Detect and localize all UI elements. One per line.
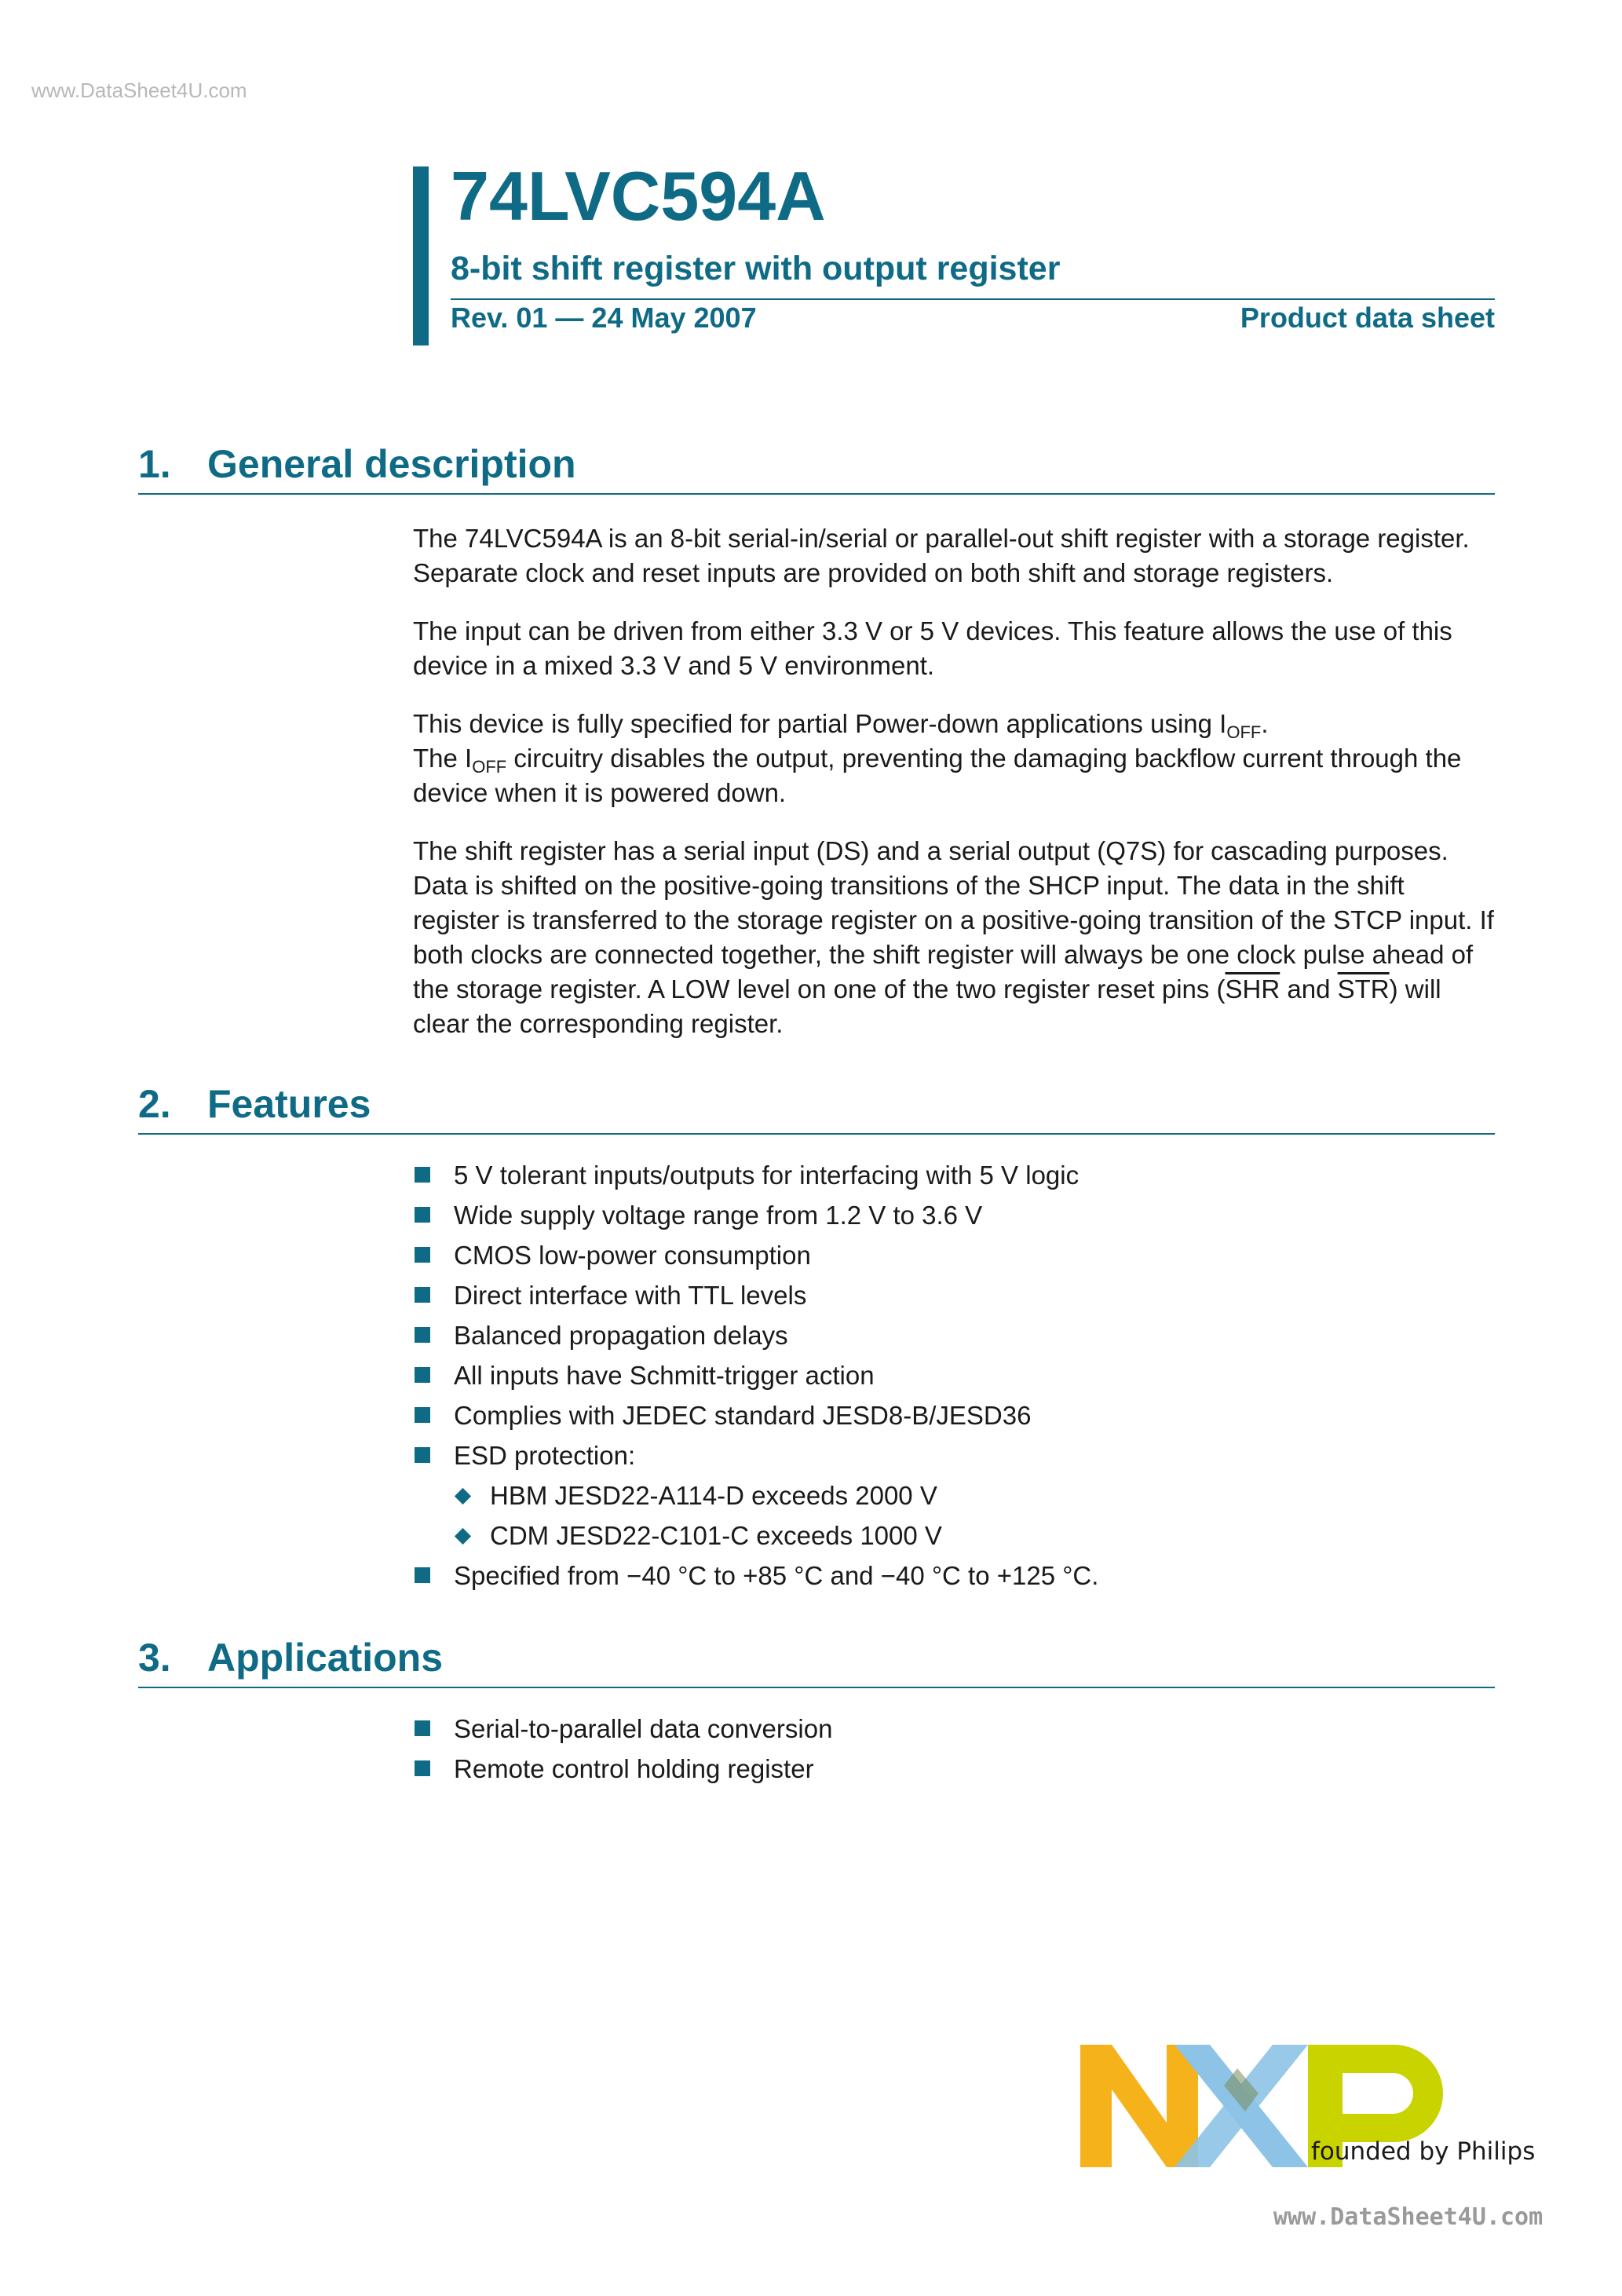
section-body	[413, 1155, 1496, 1596]
square-bullet-icon	[415, 1407, 430, 1423]
title-divider	[451, 298, 1495, 300]
section-number: 1.	[138, 442, 171, 486]
revision-info: Rev. 01 — 24 May 2007	[451, 302, 757, 334]
section-number: 2.	[138, 1082, 171, 1126]
list-item: Complies with JEDEC standard JESD8-B/JESD36	[413, 1395, 1496, 1435]
signal-shr: $\overline{SHR}$	[1225, 974, 1280, 1004]
diamond-bullet-icon	[455, 1488, 471, 1504]
square-bullet-icon	[415, 1247, 430, 1263]
application-list	[413, 1709, 1496, 1789]
section-body	[413, 521, 1496, 1041]
section-title: Applications	[207, 1636, 444, 1680]
section-title: General description	[207, 442, 576, 486]
document-type: Product data sheet	[1240, 302, 1495, 334]
square-bullet-icon	[415, 1207, 430, 1223]
text-run: The I	[413, 744, 473, 773]
paragraph	[413, 834, 1496, 1041]
list-item: Specified from −40 °C to +85 °C and −40 °C to +125 °C.	[413, 1556, 1496, 1596]
square-bullet-icon	[415, 1167, 430, 1183]
list-item: Serial-to-parallel data conversion	[413, 1709, 1496, 1749]
list-item: Remote control holding register	[413, 1749, 1496, 1789]
document-subtitle: 8-bit shift register with output register	[451, 250, 1061, 287]
section-title: Features	[207, 1082, 371, 1126]
square-bullet-icon	[415, 1567, 430, 1583]
square-bullet-icon	[415, 1760, 430, 1776]
list-item: Wide supply voltage range from 1.2 V to 3.6 V	[413, 1195, 1496, 1235]
section-features	[138, 1084, 1495, 1596]
section-applications	[138, 1638, 1495, 1789]
subscript: OFF	[472, 757, 507, 777]
text-run: and	[1280, 974, 1338, 1004]
section-heading	[138, 444, 1495, 495]
signal-str: $\overline{STR}$	[1337, 974, 1390, 1004]
paragraph: The 74LVC594A is an 8-bit serial-in/serial or parallel-out shift register with a storage register. Separate clock and reset inputs are provided on both shift and storage registers.	[413, 524, 1470, 587]
list-item: ESD protection:	[413, 1435, 1496, 1475]
square-bullet-icon	[415, 1287, 430, 1303]
watermark-top: www.DataSheet4U.com	[31, 79, 247, 102]
square-bullet-icon	[415, 1327, 430, 1343]
logo-letter-n	[1080, 2045, 1198, 2167]
list-item: CMOS low-power consumption	[413, 1235, 1496, 1275]
diamond-bullet-icon	[455, 1528, 471, 1545]
paragraph: The input can be driven from either 3.3 V or 5 V devices. This feature allows the use of this device in a mixed 3.3 V and 5 V environment.	[413, 616, 1452, 680]
paragraph	[413, 707, 1496, 810]
sub-list-item: CDM JESD22-C101-C exceeds 1000 V	[413, 1515, 1496, 1556]
square-bullet-icon	[415, 1447, 430, 1463]
watermark-bottom: www.DataSheet4U.com	[1273, 2203, 1543, 2231]
section-heading	[138, 1638, 1495, 1688]
list-item: 5 V tolerant inputs/outputs for interfacing with 5 V logic	[413, 1155, 1496, 1195]
feature-list	[413, 1155, 1496, 1596]
logo-tagline: founded by Philips	[1311, 2137, 1536, 2166]
text-run: .	[1261, 709, 1269, 738]
section-heading	[138, 1084, 1495, 1135]
text-run: ) will clear the corresponding register.	[413, 974, 1441, 1038]
list-item: Direct interface with TTL levels	[413, 1275, 1496, 1315]
section-body	[413, 1709, 1496, 1789]
subscript: OFF	[1226, 722, 1262, 742]
title-accent-bar	[413, 166, 429, 345]
text-run: This device is fully specified for partial Power-down applications using I	[413, 709, 1227, 738]
text-run: circuitry disables the output, preventing the damaging backflow current through the device when it is powered down.	[413, 744, 1462, 807]
square-bullet-icon	[415, 1367, 430, 1383]
square-bullet-icon	[415, 1720, 430, 1736]
section-number: 3.	[138, 1636, 171, 1680]
document-title: 74LVC594A	[451, 157, 826, 235]
sub-list-item: HBM JESD22-A114-D exceeds 2000 V	[413, 1475, 1496, 1515]
list-item: All inputs have Schmitt-trigger action	[413, 1355, 1496, 1395]
list-item: Balanced propagation delays	[413, 1315, 1496, 1355]
text-run: The shift register has a serial input (DS) and a serial output (Q7S) for cascading purposes. Data is shifted on the positive-going transitions of the SHCP input. The data in the shift register is transferred to the storage register on a positive-going transition of the STCP input. If both clocks are connected together, the shift register will always be one clock pulse ahead of the storage register. A LOW level on one of the two register reset pins (	[413, 836, 1494, 1004]
section-general-description	[138, 444, 1495, 1065]
